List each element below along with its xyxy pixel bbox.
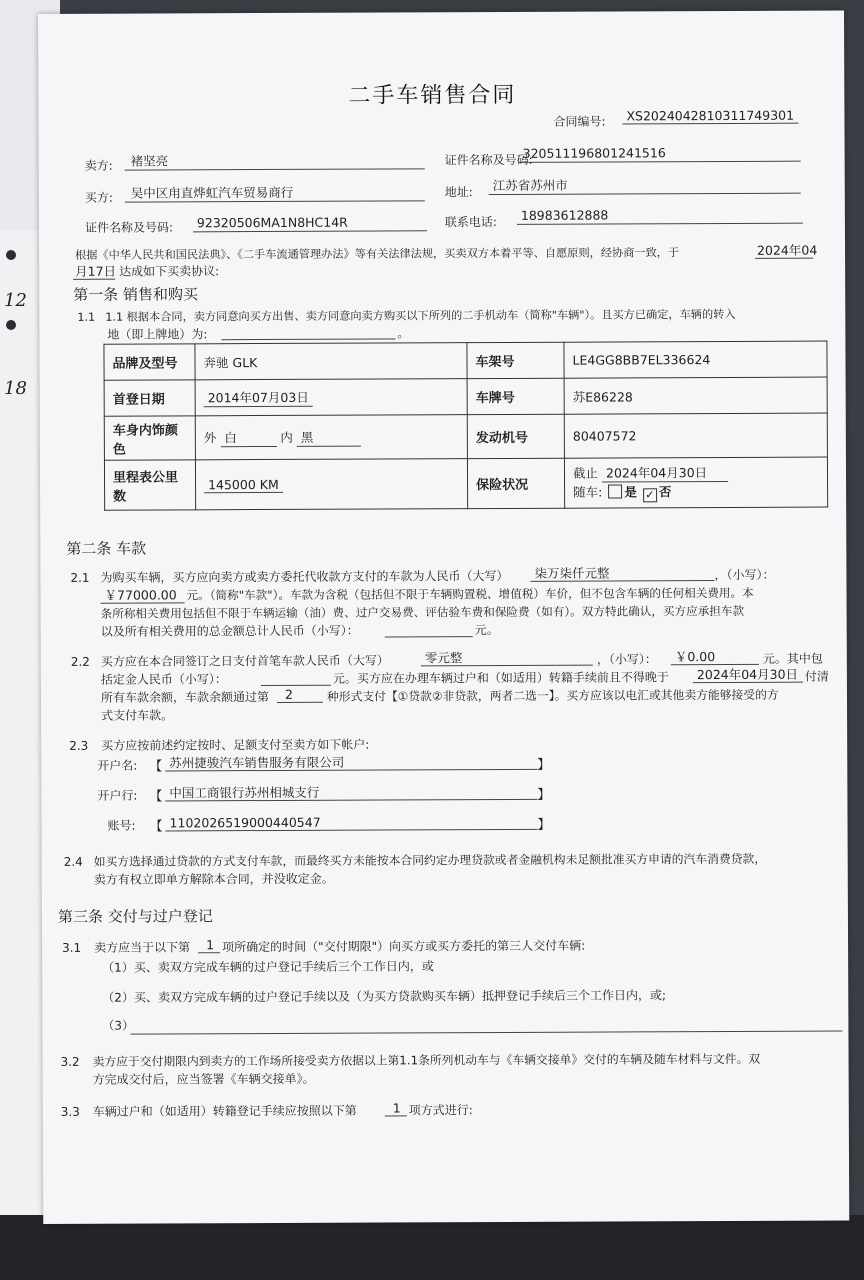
article2-title: 第二条 车款: [66, 539, 147, 558]
mileage-cell: [195, 459, 467, 510]
vehicle-info-table: [103, 341, 828, 511]
bracket-open: 【: [149, 759, 163, 775]
reg-date-label: 首登日期: [104, 380, 195, 416]
article2-2-text-3: 所有车款余额，车款余额通过第: [100, 689, 270, 705]
insurance-until-label: 截止: [572, 465, 599, 481]
article1-1-num: 1.1: [77, 310, 96, 324]
article2-1-small-label: ，（小写）：: [714, 567, 775, 583]
preamble-end: 达成如下买卖协议:: [119, 264, 220, 279]
vin-label: 车架号: [467, 342, 564, 378]
preamble-text: 根据《中华人民共和国民法典》、《二手车流通管理办法》等有关法律法规，买卖双方本着平等、自愿原则，经协商一致，于: [75, 246, 680, 262]
article2-4-num: 2.4: [63, 854, 83, 869]
handwritten-note: 18: [4, 378, 27, 399]
insurance-yes: 是: [624, 484, 637, 500]
bracket-open: 【: [149, 819, 163, 835]
seller-label: 卖方:: [84, 158, 113, 173]
article3-2-num: 3.2: [60, 1054, 80, 1069]
brand-value: 奔驰 GLK: [195, 343, 467, 380]
article2-2-small-label: ，（小写）：: [596, 652, 657, 667]
account-name-label: 开户名:: [97, 758, 138, 773]
article3-3-num: 3.3: [60, 1104, 80, 1119]
exterior-color: 白: [220, 428, 276, 447]
bracket-close: 】: [537, 787, 551, 803]
vin-value: LE4GG8BB7EL336624: [564, 341, 827, 378]
article3-2-text-2: 方完成交付后，应当签署《车辆交接单》。: [92, 1071, 315, 1087]
desk-bottom: [0, 1215, 864, 1280]
article2-1-num: 2.1: [70, 570, 90, 585]
reg-date-cell: [195, 379, 467, 416]
article2-1-end: 元。: [474, 622, 499, 638]
color-cell: [195, 415, 467, 460]
insurance-until: 2024年04月30日: [602, 463, 728, 483]
seller-id-label: 证件名称及号码:: [444, 152, 533, 168]
delivery-option-1: （1）买、卖双方完成车辆的过户登记手续后三个工作日内，或: [102, 959, 434, 975]
payment-option: 2: [284, 686, 293, 702]
article3-3-text: 车辆过户和（如适用）转籍登记手续应按照以下第: [92, 1103, 357, 1119]
transfer-option: 1: [392, 1100, 401, 1116]
page-title: 二手车销售合同: [348, 82, 517, 109]
article2-1-text-2: 元。（简称"车款"）。车款为含税（包括但不限于车辆购置税、增值税）车价，但不包含车辆的任何相关费用。本: [186, 585, 754, 603]
article3-title: 第三条 交付与过户登记: [57, 907, 213, 926]
account-name: 苏州捷骏汽车销售服务有限公司: [169, 754, 345, 771]
phone-label: 联系电话:: [444, 214, 497, 230]
article2-2-text-5: 式支付车款。: [101, 708, 174, 723]
article2-2-end-2: 付清: [804, 669, 829, 684]
seller-id: 320511196801241516: [522, 145, 666, 161]
insurance-label: 保险状况: [467, 458, 564, 508]
address-label: 地址:: [444, 185, 473, 200]
article1-1-end: 。: [397, 326, 410, 341]
article2-4-text-2: 卖方有权立即单方解除本合同，并没收定金。: [93, 871, 334, 887]
checkbox-yes-icon: [608, 484, 622, 498]
interior-color: 黑: [297, 428, 361, 447]
brand-label: 品牌及型号: [104, 344, 195, 380]
exterior-color-label: 外: [203, 430, 217, 446]
bracket-close: 】: [537, 757, 551, 773]
bracket-open: 【: [149, 789, 163, 805]
account-bank: 中国工商银行苏州相城支行: [169, 784, 320, 801]
article2-3-num: 2.3: [69, 738, 89, 753]
handwritten-note: 12: [4, 290, 27, 311]
buyer-name: 吴中区甪直烨虹汽车贸易商行: [130, 184, 294, 201]
article2-1-text: 为购买车辆，买方应向卖方或卖方委托代收款方支付的车款为人民币（大写）: [100, 568, 509, 585]
payment-deadline: 2024年04月30日: [696, 666, 799, 683]
color-label: 车身内饰颜色: [104, 416, 195, 460]
account-bank-label: 开户行:: [97, 788, 138, 803]
price-in-figures: ￥77000.00: [104, 587, 177, 603]
agreement-date-part2: 月17日: [75, 263, 117, 279]
account-number: 1102026519000440547: [169, 814, 321, 831]
article1-1-text-2: 地（即上牌地）为:: [107, 327, 208, 342]
agreement-date-part1: 2024年04: [757, 242, 818, 258]
article3-1-num: 3.1: [62, 940, 82, 955]
seller-name: 褚坚亮: [130, 153, 169, 169]
delivery-option-2: （2）买、卖双方完成车辆的过户登记手续以及（为买方贷款购买车辆）抵押登记手续后三个工作日内，或;: [102, 988, 667, 1005]
article3-3-text-2: 项方式进行:: [408, 1103, 473, 1118]
article2-2-deposit-label: 括定金人民币（小写）：: [100, 672, 227, 687]
engine-label: 发动机号: [467, 414, 564, 458]
article3-1-text: 卖方应当于以下第: [94, 940, 191, 955]
contract-no-label: 合同编号:: [553, 114, 606, 129]
checkbox-no-checked-icon: ✓: [643, 488, 657, 502]
phone: 18983612888: [520, 207, 609, 223]
plate-value: 苏E86228: [564, 377, 827, 414]
article2-2-text-2: 元。买方应在办理车辆过户和（如适用）转籍手续前且不得晚于: [332, 670, 669, 686]
insurance-cell: [564, 457, 827, 508]
article2-2-text: 买方应在本合同签订之日支付首笔车款人民币（大写）: [100, 653, 389, 669]
article2-4-text: 如买方选择通过贷款的方式支付车款，而最终买方未能按本合同约定办理贷款或者金融机构未足额批准买方申请的汽车消费贷款，: [93, 851, 767, 869]
article2-2-end-1: 元。其中包: [762, 651, 823, 666]
article3-2-text: 卖方应于交付期限内到卖方的工作场所接受卖方依据以上第1.1条所列机动车与《车辆交接单》交付的车辆及随车材料与文件。双: [92, 1051, 761, 1069]
contract-page: [38, 10, 849, 1224]
binder-ring-icon: [6, 320, 16, 330]
buyer-id: 92320506MA1N8HC14R: [196, 214, 348, 231]
down-payment-words: 零元整: [424, 650, 463, 666]
article2-2-num: 2.2: [70, 654, 90, 669]
contract-no: XS2024042810311749301: [626, 107, 795, 124]
buyer-label: 买方:: [84, 190, 113, 205]
bracket-close: 】: [537, 817, 551, 833]
buyer-id-label: 证件名称及号码:: [84, 220, 174, 235]
interior-color-label: 内: [280, 429, 293, 445]
mileage-label: 里程表公里数: [104, 460, 195, 510]
binder-ring-icon: [6, 250, 16, 260]
insurance-no: 否: [658, 484, 672, 500]
reg-date-value: 2014年07月03日: [204, 388, 313, 407]
article1-title: 第一条 销售和购买: [73, 285, 199, 304]
down-payment-figures: ￥0.00: [674, 649, 716, 665]
article3-1-text-2: 项所确定的时间（"交付期限"）向买方或买方委托的第三人交付车辆:: [222, 938, 586, 955]
engine-value: 80407572: [564, 413, 827, 458]
delivery-option-3: （3）: [102, 1018, 135, 1033]
article1-1-text: 1.1 根据本合同，卖方同意向买方出售、卖方同意向卖方购买以下所列的二手机动车（简称"车辆"）。且买方已确定，车辆的转入: [105, 307, 736, 324]
article2-1-text-4: 以及所有相关费用的总金额总计人民币（小写）：: [100, 623, 359, 639]
mileage-value: 145000 KM: [204, 476, 283, 492]
delivery-option: 1: [206, 937, 215, 953]
price-in-words: 柒万柒仟元整: [534, 565, 610, 581]
article2-2-text-4: 种形式支付【①贷款②非贷款，两者二选一】。买方应该以电汇或其他卖方能够接受的方: [326, 687, 779, 704]
plate-label: 车牌号: [467, 378, 564, 414]
account-no-label: 账号:: [107, 818, 136, 833]
article2-1-text-3: 条所称相关费用包括但不限于车辆运输（油）费、过户交易费、评估验车费和保险费（如有）。双方特此确认，买方应承担车款: [100, 603, 745, 621]
address: 江苏省苏州市: [492, 177, 568, 194]
insurance-follow-label: 随车:: [573, 484, 603, 500]
article2-3-text: 买方应按前述约定按时、足额支付至卖方如下帐户:: [101, 737, 370, 753]
